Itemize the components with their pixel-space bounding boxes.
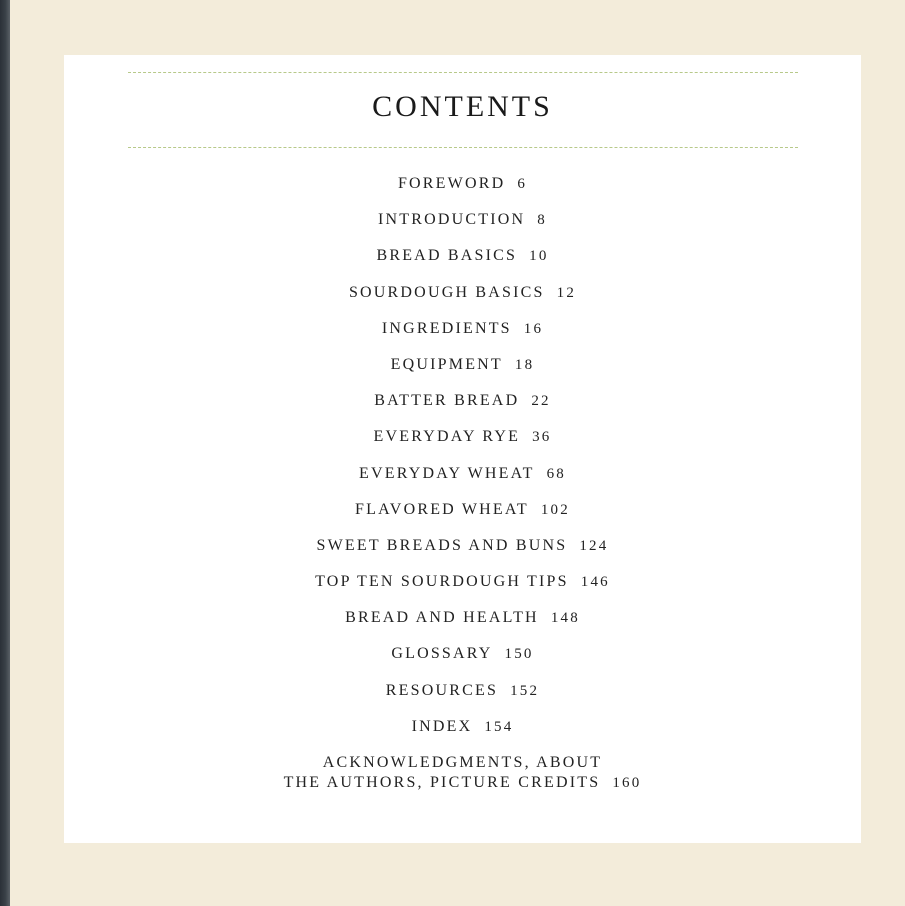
toc-label: EVERYDAY RYE xyxy=(373,428,521,446)
toc-page-number: 8 xyxy=(537,212,547,229)
toc-label: SWEET BREADS AND BUNS xyxy=(316,536,568,554)
table-of-contents xyxy=(64,174,861,793)
toc-page-number: 12 xyxy=(556,284,577,301)
toc-label: TOP TEN SOURDOUGH TIPS xyxy=(315,573,569,591)
toc-page-number: 16 xyxy=(523,320,544,337)
toc-entry-equipment xyxy=(64,355,861,391)
toc-entry-ingredients xyxy=(64,319,861,355)
toc-entry-introduction xyxy=(64,210,861,246)
toc-page-number: 10 xyxy=(529,248,549,265)
toc-entry-index xyxy=(64,717,861,753)
toc-entry-batter-bread xyxy=(64,391,861,427)
toc-label: INDEX xyxy=(411,717,473,735)
toc-entry-sweet-breads-and-buns xyxy=(64,536,861,572)
toc-label: INGREDIENTS xyxy=(381,319,512,337)
toc-page-number: 102 xyxy=(540,501,570,518)
toc-page-number: 124 xyxy=(579,537,609,554)
toc-page-number: 152 xyxy=(510,682,540,699)
toc-label: FLAVORED WHEAT xyxy=(355,500,529,518)
toc-page-number: 22 xyxy=(531,393,551,410)
toc-entry-flavored-wheat xyxy=(64,500,861,536)
toc-page-number: 18 xyxy=(514,356,535,373)
toc-entry-everyday-wheat xyxy=(64,464,861,500)
toc-label: BATTER BREAD xyxy=(374,392,520,410)
toc-page-number: 150 xyxy=(504,646,534,663)
bottom-dashed-rule xyxy=(128,147,798,148)
toc-label-line-2: THE AUTHORS, PICTURE CREDITS xyxy=(283,774,601,791)
toc-label: GLOSSARY xyxy=(391,645,493,663)
toc-label: EQUIPMENT xyxy=(390,355,503,373)
contents-page xyxy=(64,55,861,843)
toc-page-number: 148 xyxy=(550,610,580,627)
toc-entry-bread-and-health xyxy=(64,608,861,644)
toc-entry-top-ten-sourdough-tips xyxy=(64,572,861,608)
toc-entry-glossary xyxy=(64,644,861,680)
toc-label: RESOURCES xyxy=(385,681,499,699)
toc-label: SOURDOUGH BASICS xyxy=(348,283,545,301)
toc-entry-everyday-rye xyxy=(64,427,861,463)
toc-label: EVERYDAY WHEAT xyxy=(359,464,535,482)
background-edge xyxy=(0,0,10,906)
toc-page-number: 68 xyxy=(546,465,566,482)
top-dashed-rule xyxy=(128,72,798,73)
toc-entry-foreword xyxy=(64,174,861,210)
toc-page-number: 36 xyxy=(532,429,552,446)
toc-entry-bread-basics xyxy=(64,246,861,282)
toc-label: BREAD BASICS xyxy=(376,247,518,265)
toc-entry-acknowledgments xyxy=(64,753,861,793)
toc-entry-resources xyxy=(64,681,861,717)
page-title: CONTENTS xyxy=(372,90,553,123)
toc-label: FOREWORD xyxy=(397,175,506,192)
toc-entry-sourdough-basics xyxy=(64,283,861,319)
toc-label-line-1: ACKNOWLEDGMENTS, ABOUT xyxy=(322,754,603,771)
toc-page-number: 146 xyxy=(580,574,610,591)
toc-page-number: 154 xyxy=(484,718,514,735)
toc-page-number: 6 xyxy=(517,176,528,192)
toc-label: BREAD AND HEALTH xyxy=(345,609,539,627)
toc-page-number: 160 xyxy=(612,775,642,791)
toc-label: INTRODUCTION xyxy=(378,211,526,229)
